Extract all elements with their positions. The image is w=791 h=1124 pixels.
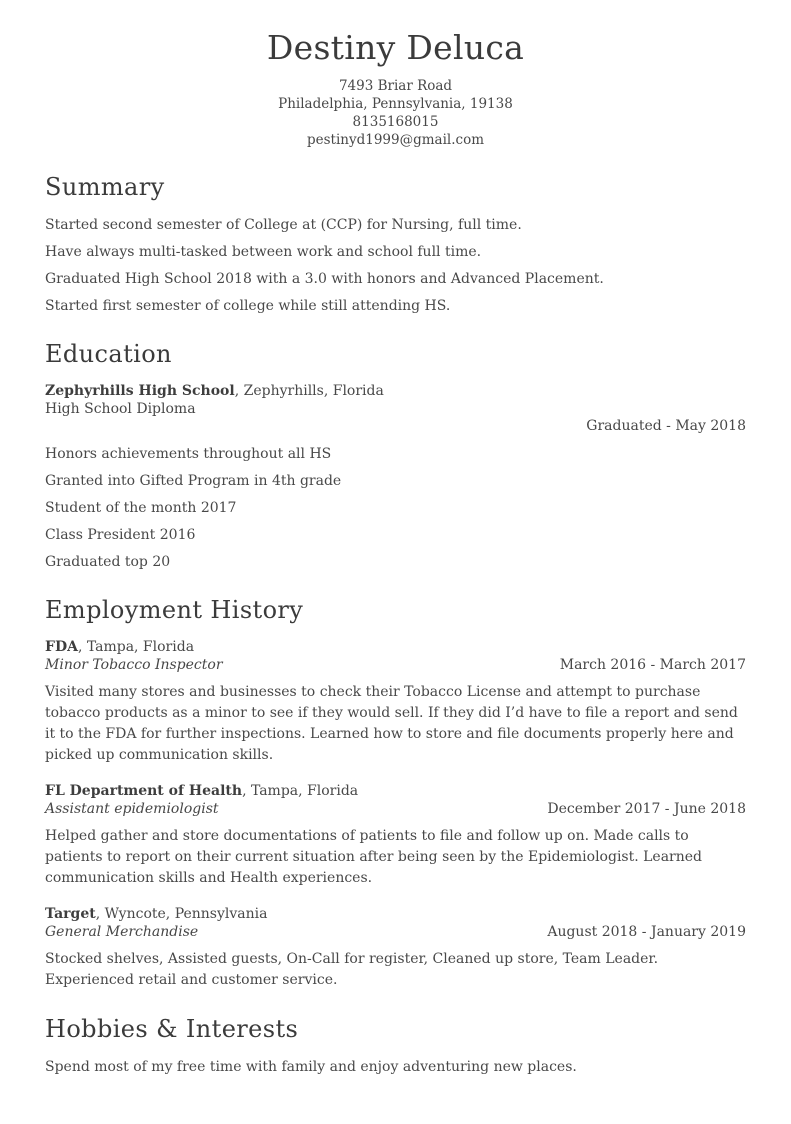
degree-name: High School Diploma (45, 401, 196, 417)
address-line-1: 7493 Briar Road (338, 78, 453, 94)
job-description: Stocked shelves, Assisted guests, On-Call for register, Cleaned up store, Team Leader. Experienced retail and customer service. (45, 951, 659, 988)
job-company-line (45, 782, 746, 800)
education-detail: Class President 2016 (45, 527, 196, 543)
email-address: pestinyd1999@gmail.com (306, 132, 485, 148)
job-description: Helped gather and store documentations of patients to file and follow up on. Made calls to patients to report on their current situation after being seen by the Epidemiologist. Learned communication skills and Health experiences. (45, 828, 703, 886)
summary-paragraph: Started first semester of college while still attending HS. (45, 298, 451, 314)
job-company: FDA (45, 639, 78, 655)
school-name: Zephyrhills High School (45, 383, 235, 399)
job-dates: August 2018 - January 2019 (547, 924, 746, 940)
job-company-line (45, 905, 746, 923)
summary-paragraph: Have always multi-tasked between work and school full time. (45, 244, 482, 260)
address-line-2: Philadelphia, Pennsylvania, 19138 (278, 96, 513, 112)
job-company-line (45, 638, 746, 656)
job-company: FL Department of Health (45, 783, 243, 799)
school-location: , Zephyrhills, Florida (234, 383, 384, 399)
job-location: , Wyncote, Pennsylvania (95, 906, 268, 922)
summary-paragraph: Graduated High School 2018 with a 3.0 with honors and Advanced Placement. (45, 271, 604, 287)
hobbies-heading: Hobbies & Interests (45, 1015, 299, 1043)
job-entry (45, 905, 746, 991)
summary-heading: Summary (45, 173, 165, 201)
education-detail: Graduated top 20 (45, 554, 171, 570)
employment-section (45, 596, 746, 991)
resume-header (45, 28, 746, 149)
graduation-date: Graduated - May 2018 (586, 418, 746, 434)
job-description: Visited many stores and businesses to check their Tobacco License and attempt to purchase tobacco products as a minor to see if they would sell. If they did I’d have to file a report and send it to the FDA for further inspections. Learned how to store and file documents properly here and picked up communication skills. (45, 684, 738, 763)
hobbies-section (45, 1015, 746, 1077)
job-dates: December 2017 - June 2018 (547, 801, 746, 817)
employment-heading: Employment History (45, 596, 304, 624)
job-title: Minor Tobacco Inspector (45, 657, 223, 673)
job-title: Assistant epidemiologist (45, 801, 219, 817)
education-heading: Education (45, 340, 172, 368)
job-title-row (45, 656, 746, 674)
job-location: , Tampa, Florida (242, 783, 359, 799)
school-line (45, 382, 746, 400)
job-entry (45, 782, 746, 889)
candidate-name: Destiny Deluca (266, 28, 525, 67)
education-detail: Granted into Gifted Program in 4th grade (45, 473, 342, 489)
education-detail: Honors achievements throughout all HS (45, 446, 332, 462)
job-company: Target (45, 906, 96, 922)
education-section (45, 340, 746, 572)
hobbies-text: Spend most of my free time with family and enjoy adventuring new places. (45, 1059, 577, 1075)
summary-section (45, 173, 746, 316)
phone-number: 8135168015 (352, 114, 439, 130)
education-details (45, 444, 746, 572)
job-dates: March 2016 - March 2017 (559, 657, 746, 673)
summary-paragraph: Started second semester of College at (CCP) for Nursing, full time. (45, 217, 522, 233)
contact-info (45, 77, 746, 149)
job-location: , Tampa, Florida (77, 639, 195, 655)
job-title-row (45, 800, 746, 818)
job-title-row (45, 923, 746, 941)
job-entry (45, 638, 746, 766)
job-title: General Merchandise (45, 924, 199, 940)
education-detail: Student of the month 2017 (45, 500, 237, 516)
education-entry (45, 382, 746, 572)
